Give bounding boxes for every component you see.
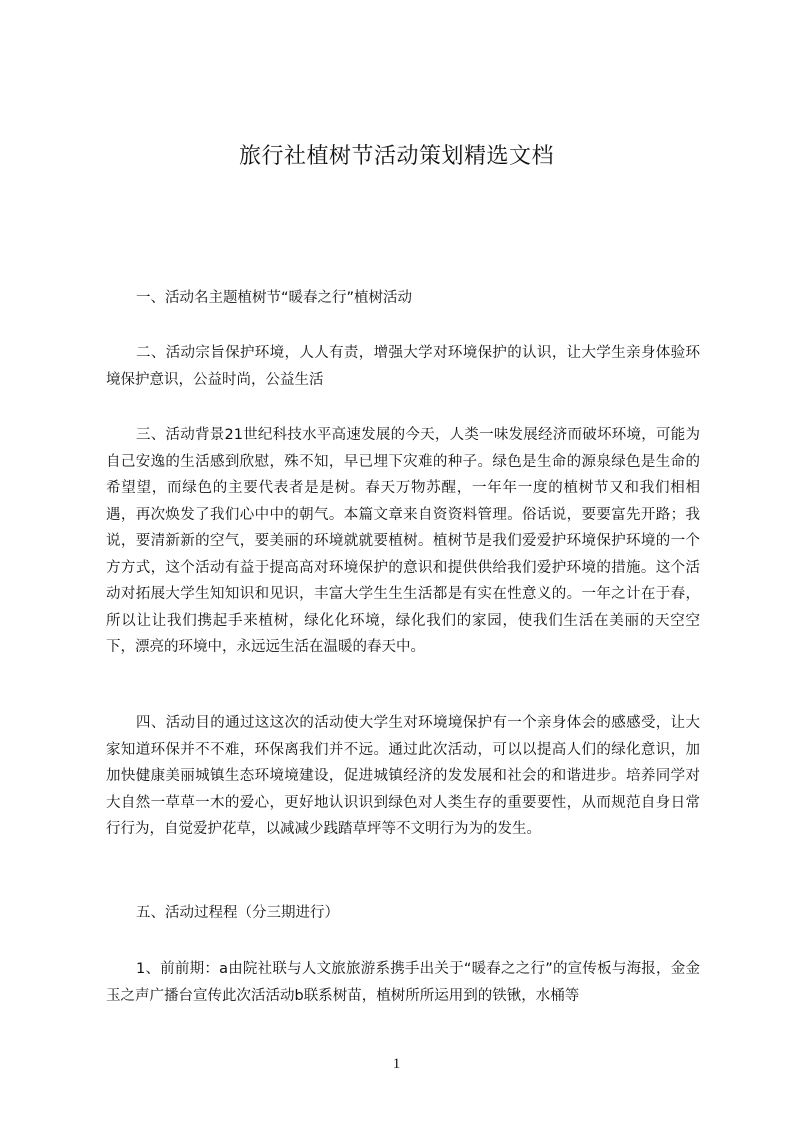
- section-4-goal: 四、活动目的通过这这次的活动使大学生对环境境保护有一个亲身体会的感感受，让大家知道环保并不不难，环保离我们并不远。通过此次活动，可以以提高人们的绿化意识，加加快健康美丽城镇生态环境境建设，促进城镇经济的发发展和社会的和谐进步。培养同学对大自然一草草一木的爱心，更好地认识识到绿色对人类生存的重要要性，从而规范自身日常行行为，自觉爱护花草，以减减少践踏草坪等不文明行为为的发生。: [106, 715, 700, 837]
- section-5-process-heading: 五、活动过程程（分三期进行）: [136, 905, 339, 921]
- section-1-theme: 一、活动名主题植树节“暖春之行”植树活动: [136, 290, 413, 306]
- section-3-background: 三、活动背景21世纪科技水平高速发展的今天，人类一味发展经济而破坏环境，可能为自己安逸的生活感到欣慰，殊不知，早已埋下灾难的种子。绿色是生命的源泉绿色是生命的希望望，而绿色的主要代表者是是树。春天万物苏醒，一年年一度的植树节又和我们相相遇，再次焕发了我们心中中的朝气。本篇文章来自资资料管理。俗话说，要要富先开路；我说，要清新新的空气，要美丽的环境就就要植树。植树节是我们爱爱护环境保护环境的一个方方式，这个活动有益于提高高对环境保护的意识和提供供给我们爱护环境的措施。这个活动对拓展大学生知知识和见识，丰富大学生生生活都是有实在性意义的。一年之计在于春，所以让让我们携起手来植树，绿化化环境，绿化我们的家园，使我们生活在美丽的天空空下，漂亮的环境中，永远远生活在温暖的春天中。: [106, 427, 700, 655]
- section-2-purpose: 二、活动宗旨保护环境，人人有责，增强大学对环境保护的认识，让大学生亲身体验环境保护意识，公益时尚，公益生活: [106, 345, 700, 388]
- section-5-early-phase: 1、前前期：a由院社联与人文旅旅游系携手出关于“暖春之之行”的宣传板与海报，金金玉之声广播台宣传此次活活动b联系树苗，植树所所运用到的铁锹，水桶等: [106, 961, 700, 1004]
- page-number: 1: [392, 1056, 401, 1072]
- document-title: 旅行社植树节活动策划精选文档: [238, 144, 554, 169]
